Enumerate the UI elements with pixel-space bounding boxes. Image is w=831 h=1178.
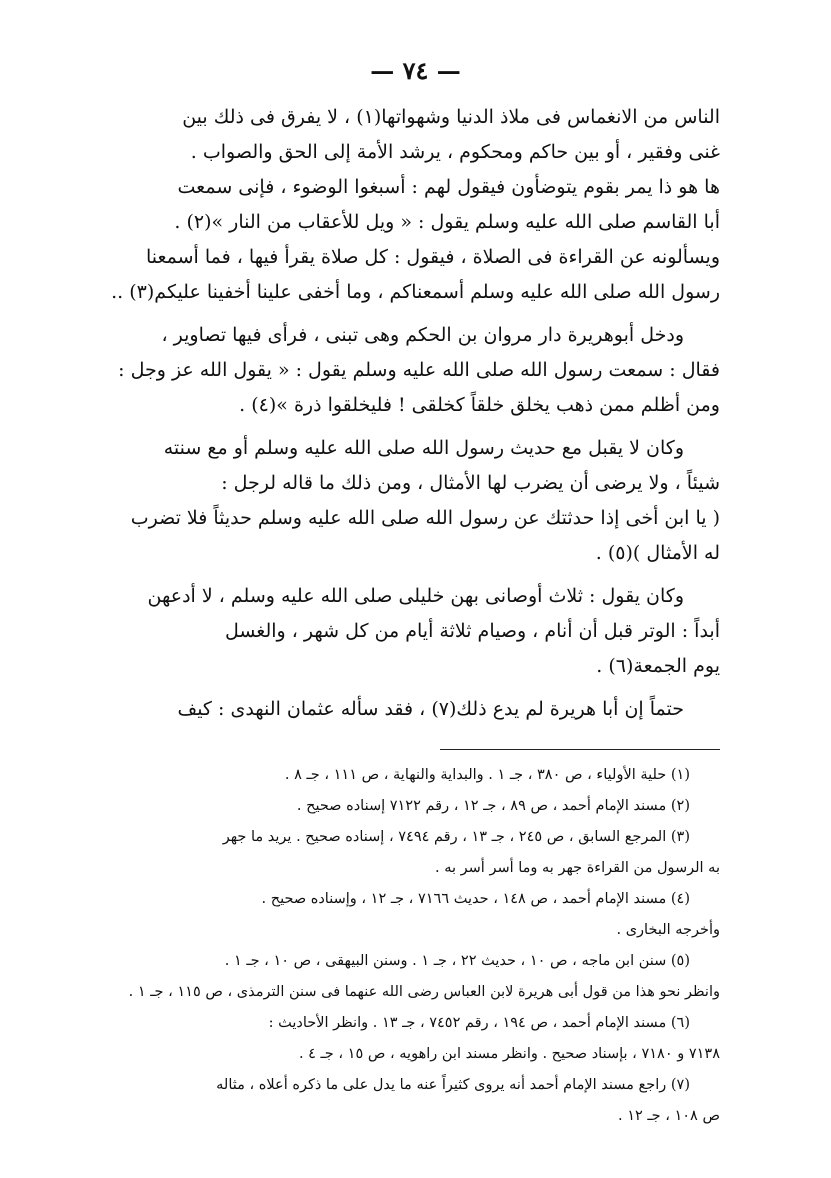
footnotes — [108, 760, 720, 1132]
text-line: فقال : سمعت رسول الله صلى الله عليه وسلم يقول : « يقول الله عز وجل : — [118, 359, 720, 381]
text-line: وكان يقول : ثلاث أوصانى بهن خليلى صلى الله عليه وسلم ، لا أدعهن — [147, 585, 684, 607]
footnote-line: (٢) مسند الإمام أحمد ، ص ٨٩ ، جـ ١٢ ، رقم ٧١٢٢ إسناده صحيح . — [296, 798, 690, 814]
footnote-line: به الرسول من القراءة جهر به وما أسر أسر به . — [435, 860, 720, 876]
paragraph — [108, 100, 720, 310]
text-line: ها هو ذا يمر بقوم يتوضأون فيقول لهم : أسبغوا الوضوء ، فإنى سمعت — [177, 176, 720, 198]
footnote-line: (٤) مسند الإمام أحمد ، ص ١٤٨ ، حديث ٧١٦٦ ، جـ ١٢ ، وإسناده صحيح . — [261, 891, 690, 907]
paragraph — [108, 431, 720, 571]
text-line: غنى وفقير ، أو بين حاكم ومحكوم ، يرشد الأمة إلى الحق والصواب . — [190, 141, 720, 163]
text-line: شيئاً ، ولا يرضى أن يضرب لها الأمثال ، ومن ذلك ما قاله لرجل : — [221, 472, 720, 494]
footnote-line: (٧) راجع مسند الإمام أحمد أنه يروى كثيراً عنه ما يدل على ما ذكره أعلاه ، مثاله — [216, 1077, 690, 1093]
paragraph — [108, 692, 720, 727]
text-line: يوم الجمعة(٦) . — [596, 655, 720, 677]
footnote-line: وانظر نحو هذا من قول أبى هريرة لابن العباس رضى الله عنهما فى سنن الترمذى ، ص ١١٥ ، جـ ١ . — [128, 984, 720, 1000]
text-line: ( يا ابن أخى إذا حدثتك عن رسول الله صلى الله عليه وسلم حديثاً فلا تضرب — [130, 507, 720, 529]
footnote-line: (٣) المرجع السابق ، ص ٢٤٥ ، جـ ١٣ ، رقم ٧٤٩٤ ، إسناده صحيح . يريد ما جهر — [222, 829, 690, 845]
page-number: — ٧٤ — — [370, 56, 461, 85]
footnote-line: ص ١٠٨ ، جـ ١٢ . — [617, 1108, 720, 1124]
footnote-line: (٥) سنن ابن ماجه ، ص ١٠ ، حديث ٢٢ ، جـ ١ . وسنن البيهقى ، ص ١٠ ، جـ ١ . — [224, 953, 690, 969]
text-line: رسول الله صلى الله عليه وسلم أسمعناكم ، وما أخفى علينا أخفينا عليكم(٣) .. — [111, 281, 720, 303]
footnote-line: ٧١٣٨ و ٧١٨٠ ، بإسناد صحيح . وانظر مسند ابن راهويه ، ص ١٥ ، جـ ٤ . — [298, 1046, 720, 1062]
footnote-line: وأخرجه البخارى . — [616, 922, 720, 938]
text-line: له الأمثال )(٥) . — [595, 542, 720, 564]
text-line: أبداً : الوتر قبل أن أنام ، وصيام ثلاثة أيام من كل شهر ، والغسل — [224, 620, 720, 642]
paragraph — [108, 579, 720, 684]
text-line: الناس من الانغماس فى ملاذ الدنيا وشهواتها(١) ، لا يفرق فى ذلك بين — [182, 106, 720, 128]
text-line: حتماً إن أبا هريرة لم يدع ذلك(٧) ، فقد سأله عثمان النهدى : كيف — [177, 698, 684, 720]
main-text — [108, 100, 720, 735]
text-line: ومن أظلم ممن ذهب يخلق خلقاً كخلقى ! فليخلقوا ذرة »(٤) . — [239, 394, 720, 416]
paragraph — [108, 318, 720, 423]
footnote-line: (١) حلية الأولياء ، ص ٣٨٠ ، جـ ١ . والبداية والنهاية ، ص ١١١ ، جـ ٨ . — [284, 767, 690, 783]
footnote-line: (٦) مسند الإمام أحمد ، ص ١٩٤ ، رقم ٧٤٥٢ ، جـ ١٣ . وانظر الأحاديث : — [268, 1015, 690, 1031]
text-line: وكان لا يقبل مع حديث رسول الله صلى الله عليه وسلم أو مع سنته — [163, 437, 684, 459]
text-line: ودخل أبوهريرة دار مروان بن الحكم وهى تبنى ، فرأى فيها تصاوير ، — [161, 324, 684, 346]
footnote-separator — [440, 749, 720, 750]
text-line: ويسألونه عن القراءة فى الصلاة ، فيقول : كل صلاة يقرأ فيها ، فما أسمعنا — [145, 246, 720, 268]
text-line: أبا القاسم صلى الله عليه وسلم يقول : « ويل للأعقاب من النار »(٢) . — [174, 211, 720, 233]
